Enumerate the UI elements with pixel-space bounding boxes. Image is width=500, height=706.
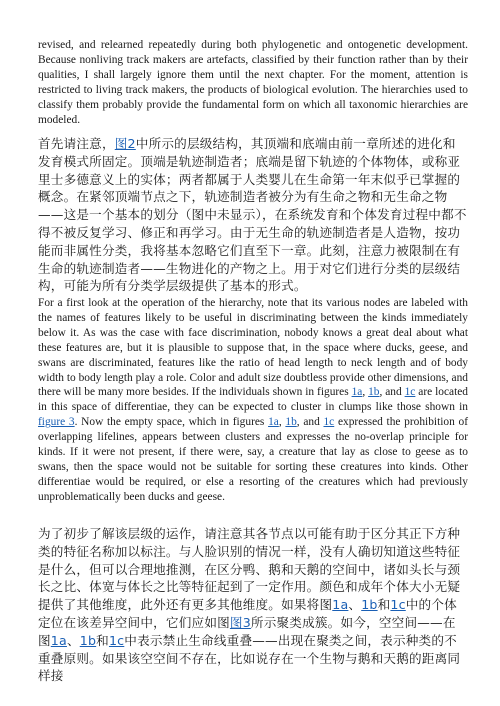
text-span: 中的个体定位在该差异空间中，它们应如图 [38,597,457,630]
text-span: expressed the prohibition of overlapping lifelines, appears between clusters and expresses the no-overlap principle for kinds. If it were not present, if there were, say, a creature that lay as close to geese as to swans, then the space would not be suitable for sorting these creatures into kinds. Other differentiae would be required, or else a resorting of the creatures which had previously unproblematically been ducks and geese. [38,416,468,503]
text-span: 中所示的层级结构，其顶端和底端由前一章所述的进化和发育模式所固定。顶端是轨迹制造者；底端是留下轨迹的个体物体，或称亚里士多德意义上的实体；两者都属于人类婴儿在生命第一年末似乎已掌握的概念。在紧邻顶端节点之下，轨迹制造者被分为有生命之物和无生命之物——这是一个基本的划分（图中未显示），在系统发育和个体发育过程中都不得不被反复学习、修正和再学习。由于无生命的轨迹制造者是人造物，按功能而非属性分类，我将基本忽略它们直至下一章。此刻，注意力被限制在有生命的轨迹制造者——生物进化的产物之上。用于对它们进行分类的层级结构，可能为所有分类学层级提供了基本的形式。 [38,136,467,294]
figure-2-link[interactable]: 图2 [114,136,136,151]
english-paragraph-1: revised, and relearned repeatedly during both phylogenetic and ontogenetic development. Because nonliving track makers are artefacts, classified by their function rather than by their qualities, I shall largely ignore them until the next chapter. For the moment, attention is restricted to living track makers, the products of biological evolution. The hierarchies used to classify them probably provide the fundamental form on which all taxonomic hierarchies are modeled. [38,39,468,126]
figure-1a-link[interactable]: 1a [268,416,279,429]
text-span: , and [296,416,324,429]
text-span: 和 [377,597,391,613]
figure-1a-link[interactable]: 1a [50,632,67,648]
text-span: are located in this space of differentiae, they can be expected to cluster in clumps like those shown in [38,386,468,414]
chinese-paragraph-2 [38,525,468,685]
text-span: 、 [348,597,362,613]
text-span: , and [379,386,405,399]
chinese-paragraph-1 [38,135,468,295]
figure-1c-link[interactable]: 1c [323,416,335,429]
text-span: , [362,386,369,399]
figure-1b-link[interactable]: 1b [285,416,297,429]
english-paragraph-2 [38,296,468,505]
figure-3-link[interactable]: 图3 [229,614,251,630]
figure-1a-link[interactable]: 1a [351,386,363,399]
figure-1c-link[interactable]: 1c [404,386,416,399]
figure-1b-link[interactable]: 1b [79,632,97,648]
text-span: 中表示禁止生命线重叠——出现在聚类之间，表示种类的不重叠原则。如果该空空间不存在，比如说存在一个生物与鹅和天鹅的距离同样接 [38,632,461,684]
text-span: 所示聚类成簇。如今，空空间——在图 [38,614,456,648]
figure-1c-link[interactable]: 1c [390,597,406,613]
text-span: 、 [66,632,80,648]
text-span: 为了初步了解该层级的运作，请注意其各节点以可能有助于区分其正下方种类的特征名称加以标注。与人脸识别的情况一样，没有人确切知道这些特征是什么，但可以合理地推测，在区分鸭、鹅和天鹅的空间中，诸如头长与颈长之比、体宽与体长之比等特征起到了一定作用。颜色和成年个体大小无疑提供了其他维度，此外还有更多其他维度。如果将图 [38,526,461,613]
figure-1a-link[interactable]: 1a [332,597,349,613]
text-span: 首先请注意， [38,136,115,151]
text-span: , [278,416,286,429]
figure-1b-link[interactable]: 1b [368,386,380,399]
figure-1c-link[interactable]: 1c [108,632,125,648]
figure-3-link[interactable]: figure 3 [38,416,75,429]
text-span: . Now the empty space, which in figures [74,416,269,429]
text-span: For a first look at the operation of the hierarchy, note that its various nodes are labeled with the names of features likely to be useful in discriminating between the kinds immediately below it. As was the case with face discrimination, nobody knows a great deal about what these features are, but it is plausible to suppose that, in the space where ducks, geese, and swans are discriminated, features like the ratio of head length to neck length and of body width to body length play a role. Color and adult size doubtless provide other dimensions, and there will be many more besides. If the individuals shown in figures [38,297,468,399]
figure-1b-link[interactable]: 1b [361,597,378,613]
text-span: 和 [96,632,109,648]
